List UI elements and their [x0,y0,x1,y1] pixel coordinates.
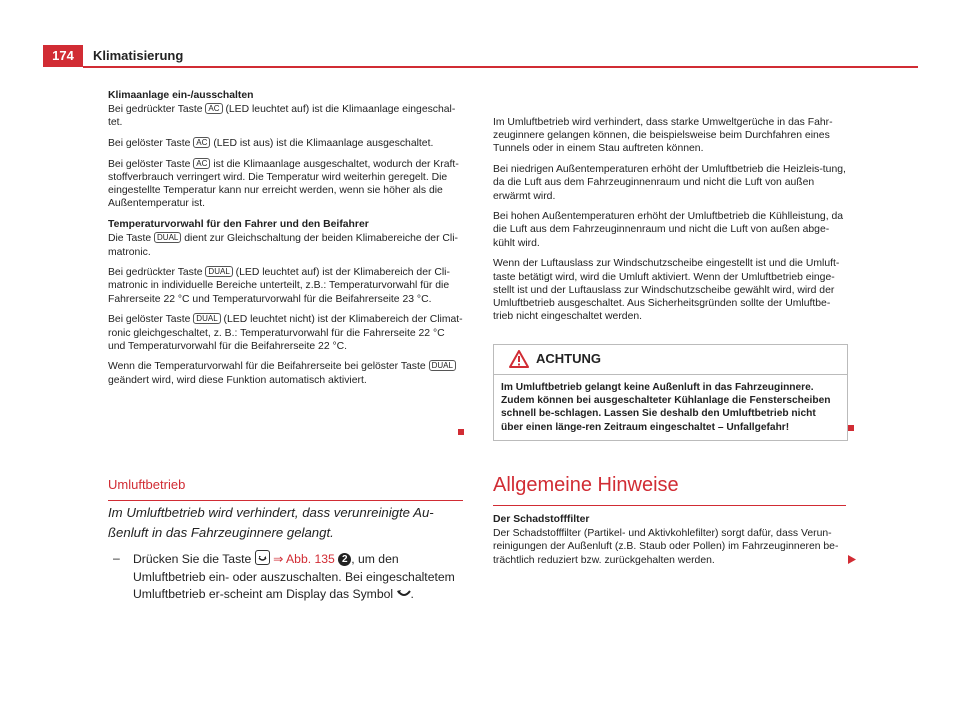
section-end-marker [848,425,854,431]
umluft-section-title: Umluftbetrieb [108,477,463,501]
ac-key-label: AC [205,103,222,114]
dual-key-label: DUAL [154,232,181,243]
paragraph: Wenn die Temperaturvorwahl für die Beifahrerseite bei gelöster Taste DUAL geändert wird, wird diese Funktion automatisch aktiviert. [108,360,463,386]
section-end-marker [458,429,464,435]
recirculation-symbol-icon [397,587,411,601]
paragraph: Bei gedrückter Taste DUAL (LED leuchtet auf) ist der Klimabereich der Cli-matronic in individuelle Bereiche unterteilt, z.B.: Temperaturvorwahl für die Fahrerseite 22 °C und Temperaturvorwahl für die Beifahrerseite 23 °C. [108,267,450,305]
page-number: 174 [43,45,83,67]
temp-heading: Temperaturvorwahl für den Fahrer und den Beifahrer [108,219,369,231]
paragraph: Bei hohen Außentemperaturen erhöht der Umluftbetrieb die Kühlleistung, da die Luft aus dem Fahrzeuginnenraum und nicht die Luft von außen abge-kühlt wird. [493,211,844,249]
paragraph: Die Taste DUAL dient zur Gleichschaltung der beiden Klimabereiche der Cli-matronic. [108,233,459,258]
header-rule [83,66,918,68]
umluft-intro: Im Umluftbetrieb wird verhindert, dass verunreinigte Au-ßenluft in das Fahrzeuginnere gelangt. [108,505,434,540]
dual-key-label: DUAL [193,313,220,324]
paragraph: Bei gelöster Taste DUAL (LED leuchtet nicht) ist der Klimabereich der Climat-ronic gleichgeschaltet, z. B.: Temperaturvorwahl für die Fahrerseite 22 °C und Temperaturvorwahl für die Beifahrerseite 22 °C. [108,314,463,352]
warning-triangle-icon [509,350,529,373]
paragraph: Der Schadstofffilter (Partikel- und Aktivkohlefilter) sorgt dafür, dass Verun-reinigungen der Außenluft (z.B. Staub oder Pollen) im Fahrzeuginneren be-trächtlich reduziert bzw. zurückgehalten werden. [493,528,839,566]
warning-header [494,345,847,375]
bullet-dash: – [113,551,120,565]
umluft-instruction: – Drücken Sie die Taste ⇒ Abb. 135 2 , um den Umluftbetrieb ein- oder auszuschalten. Bei eingeschaltetem Umluftbetrieb er-scheint am Display das Symbol . [113,551,455,601]
dual-key-label: DUAL [429,360,456,371]
paragraph: Bei gelöster Taste AC (LED ist aus) ist die Klimaanlage ausgeschaltet. [108,138,434,150]
right-column-text [493,116,848,331]
ac-key-label: AC [193,158,210,169]
dual-key-label: DUAL [205,266,232,277]
paragraph: Im Umluftbetrieb wird verhindert, dass starke Umweltgerüche in das Fahr-zeuginnere gelangen können, die beispielsweise beim Durchfahren eines Tunnels oder in einem Stau auftreten können. [493,117,833,155]
warning-box [493,344,848,441]
warning-text: Im Umluftbetrieb gelangt keine Außenluft in das Fahrzeuginnere. Zudem können bei ausgeschalteter Kühlanlage die Fensterscheiben schnell be-schlagen. Lassen Sie deshalb den Umluftbetrieb nicht über einen länge-ren Zeitraum eingeschaltet – Unfallgefahr! [501,382,831,433]
continue-arrow-icon [848,555,856,564]
paragraph: Wenn der Luftauslass zur Windschutzscheibe eingestellt ist und die Umluft-taste betätigt wird, wird die Umluft aktiviert. Wenn der Umluftbetrieb einge-stellt ist und der Luftauslass zur Windschutzscheibe gewählt wird, wird der Umluftbetrieb ausgeschaltet. Aus Sicherheitsgründen sollte der Umluftbe-trieb nicht eingeschaltet werden. [493,258,840,323]
callout-number: 2 [338,553,351,566]
figure-reference-link[interactable]: ⇒ Abb. 135 [273,552,335,566]
paragraph: Bei gelöster Taste AC ist die Klimaanlage ausgeschaltet, wodurch der Kraft-stoffverbrauch verringert wird. Die Temperatur wird weiterhin geregelt. Die eingestellte Temperatur kann nur erreicht werden, wenn sie höher als die Außentemperatur ist. [108,158,459,210]
paragraph: Bei gedrückter Taste AC (LED leuchtet auf) ist die Klimaanlage eingeschal-tet. [108,104,456,129]
warning-title: ACHTUNG [536,351,601,366]
general-notes-title: Allgemeine Hinweise [493,474,846,506]
left-column-text [108,89,463,394]
klima-heading: Klimaanlage ein-/ausschalten [108,90,254,101]
ac-key-label: AC [193,137,210,148]
filter-section [493,513,848,574]
recirculation-button-icon [255,550,270,565]
filter-heading: Der Schadstofffilter [493,514,590,525]
paragraph: Bei niedrigen Außentemperaturen erhöht der Umluftbetrieb die Heizleis-tung, da die Luft aus dem Fahrzeuginnenraum und nicht die Luft von außen erwärmt wird. [493,164,846,202]
chapter-title: Klimatisierung [93,48,184,63]
